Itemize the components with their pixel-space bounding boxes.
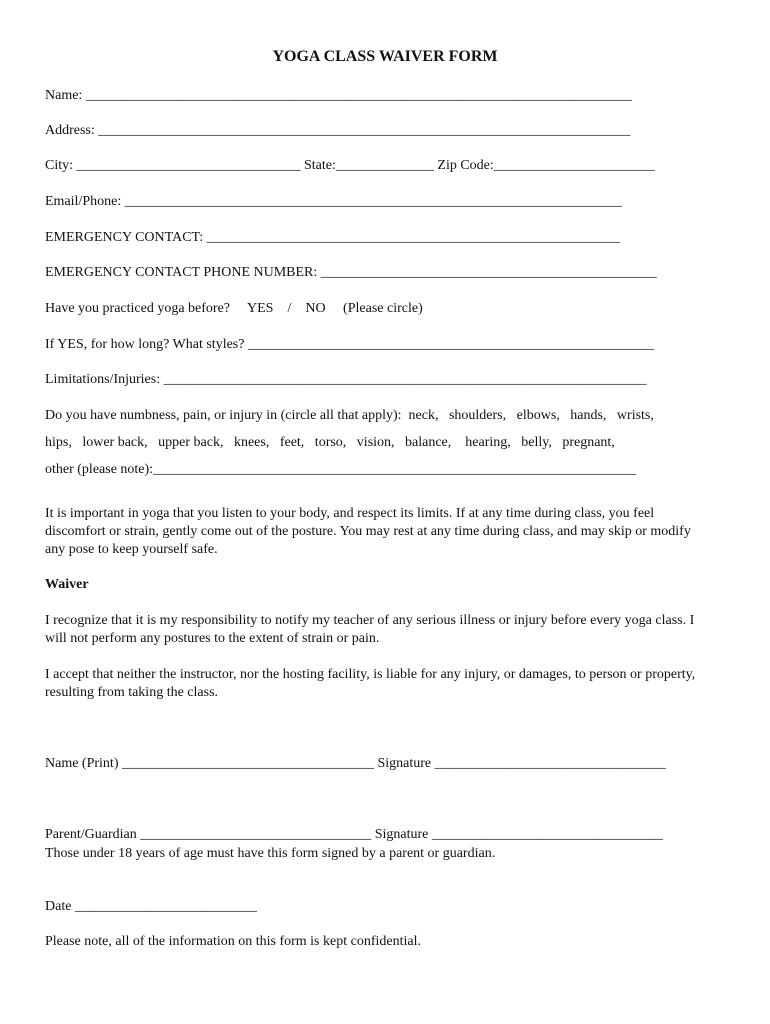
waiver-paragraph-1: I recognize that it is my responsibility to notify my teacher of any serious illness or injury before every yoga class. I will not perform any postures to the extent of strain or pain. [45, 613, 695, 646]
address-field[interactable]: Address: ____________________________________________________________________________ [45, 123, 631, 138]
parent-guardian-signature-line[interactable]: Parent/Guardian _________________________________ Signature _________________________________ [45, 827, 663, 842]
experience-field[interactable]: If YES, for how long? What styles? __________________________________________________________ [45, 337, 654, 352]
waiver-paragraph-2: I accept that neither the instructor, nor the hosting facility, is liable for any injury, or damages, to person or property, resulting from taking the class. [45, 667, 696, 700]
date-field[interactable]: Date __________________________ [45, 899, 257, 914]
form-title: YOGA CLASS WAIVER FORM [272, 48, 498, 65]
numbness-question-line-1[interactable]: Do you have numbness, pain, or injury in (circle all that apply): neck, shoulders, elbows, hands, wrists, [45, 408, 654, 423]
email-phone-field[interactable]: Email/Phone: _______________________________________________________________________ [45, 194, 622, 209]
emergency-contact-field[interactable]: EMERGENCY CONTACT: ___________________________________________________________ [45, 230, 620, 245]
other-note-field[interactable]: other (please note):_____________________________________________________________________ [45, 462, 637, 477]
name-print-signature-line[interactable]: Name (Print) ____________________________________ Signature _________________________________ [45, 756, 666, 771]
numbness-question-line-2[interactable]: hips, lower back, upper back, knees, feet, torso, vision, balance, hearing, belly, pregnant, [45, 435, 615, 450]
confidential-note: Please note, all of the information on this form is kept confidential. [45, 934, 421, 949]
emergency-phone-field[interactable]: EMERGENCY CONTACT PHONE NUMBER: ________________________________________________ [45, 265, 657, 280]
limitations-field[interactable]: Limitations/Injuries: _____________________________________________________________________ [45, 372, 647, 387]
waiver-heading: Waiver [45, 577, 89, 592]
city-state-zip-field[interactable]: City: ________________________________ State:______________ Zip Code:_______________________ [45, 158, 655, 173]
name-field[interactable]: Name: ______________________________________________________________________________ [45, 88, 632, 103]
minor-note: Those under 18 years of age must have this form signed by a parent or guardian. [45, 846, 496, 861]
notice-paragraph: It is important in yoga that you listen to your body, and respect its limits. If at any time during class, you feel discomfort or strain, gently come out of the posture. You may rest at any time during class, and may skip or modify any pose to keep yourself safe. [45, 506, 691, 557]
practiced-yoga-question[interactable]: Have you practiced yoga before? YES / NO (Please circle) [45, 301, 423, 316]
